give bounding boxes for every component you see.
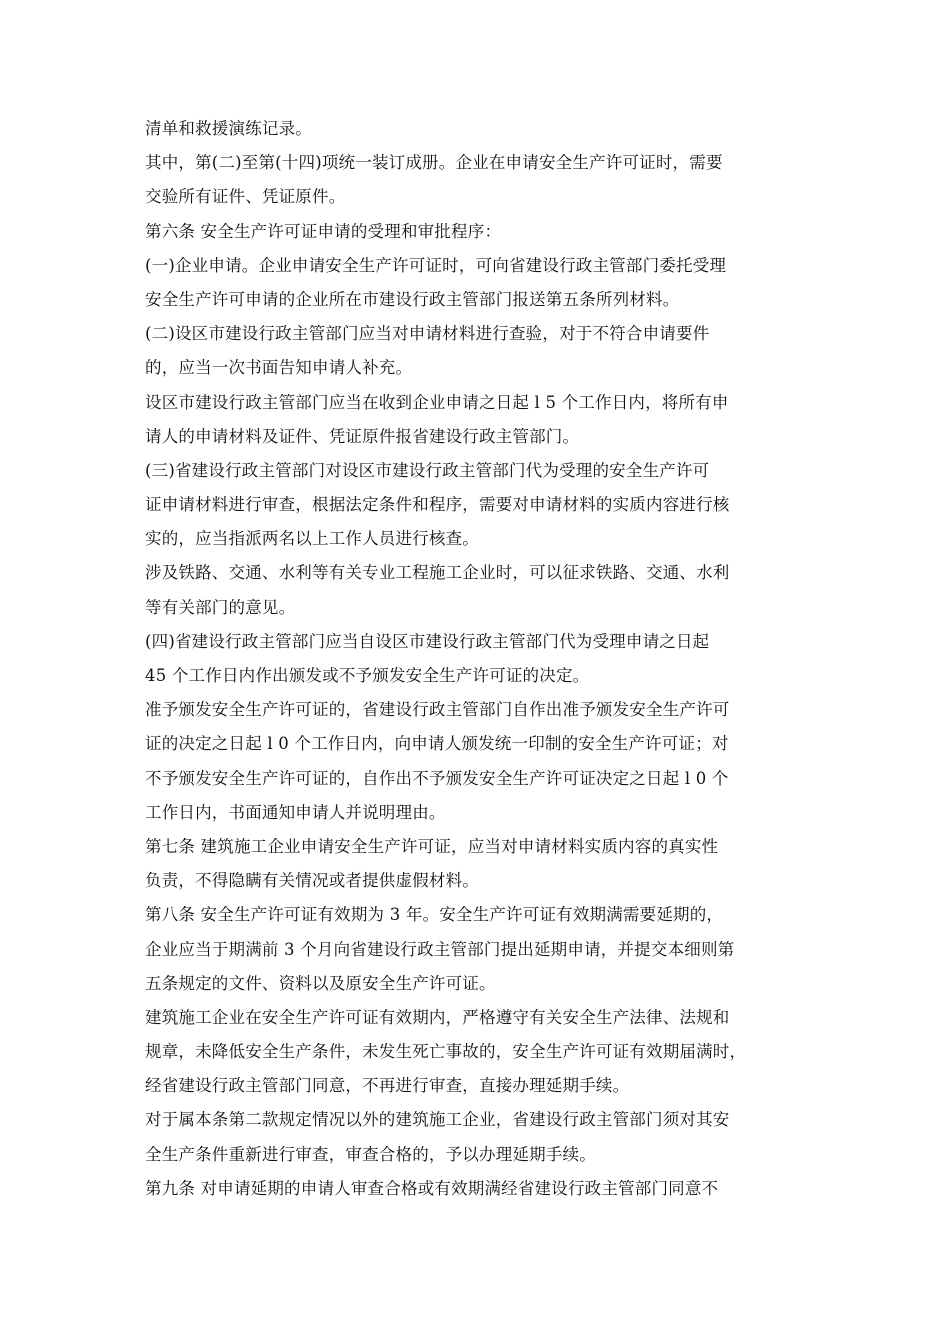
text-line: 清单和救援演练记录。 [145,119,312,138]
article-heading-6: 第六条 安全生产许可证申请的受理和审批程序： [145,221,502,241]
text-line: 等有关部门的意见。 [145,597,296,617]
text-line: 企业应当于期满前 3 个月向省建设行政主管部门提出延期申请，并提交本细则第 [145,939,735,959]
text-line: 请人的申请材料及证件、凭证原件报省建设行政主管部门。 [145,426,580,446]
text-line: 全生产条件重新进行审查，审查合格的，予以办理延期手续。 [145,1144,596,1164]
text-line: 不予颁发安全生产许可证的，自作出不予颁发安全生产许可证决定之日起 l 0 个 [145,768,729,788]
text-line: 工作日内，书面通知申请人并说明理由。 [145,802,446,822]
text-line: 安全生产许可申请的企业所在市建设行政主管部门报送第五条所列材料。 [145,289,680,309]
article-heading-7: 第七条 建筑施工企业申请安全生产许可证，应当对申请材料实质内容的真实性 [145,836,719,856]
text-line: 规章，未降低安全生产条件，未发生死亡事故的，安全生产许可证有效期届满时， [145,1042,747,1062]
text-line: 的，应当一次书面告知申请人补充。 [145,358,413,378]
document-body [145,112,810,1206]
text-line: 证的决定之日起 l 0 个工作日内，向申请人颁发统一印制的安全生产许可证；对 [145,734,729,754]
text-line: 对于属本条第二款规定情况以外的建筑施工企业，省建设行政主管部门须对其安 [145,1110,730,1130]
text-line: 涉及铁路、交通、水利等有关专业工程施工企业时，可以征求铁路、交通、水利 [145,563,730,583]
text-line: (一)企业申请。企业申请安全生产许可证时，可向省建设行政主管部门委托受理 [145,255,727,275]
text-line: (四)省建设行政主管部门应当自设区市建设行政主管部门代为受理申请之日起 [145,631,710,651]
article-heading-8: 第八条 安全生产许可证有效期为 3 年。安全生产许可证有效期满需要延期的， [145,905,724,925]
text-line: 45 个工作日内作出颁发或不予颁发安全生产许可证的决定。 [145,666,590,685]
text-line: 准予颁发安全生产许可证的，省建设行政主管部门自作出准予颁发安全生产许可 [145,700,730,720]
text-line: (三)省建设行政主管部门对设区市建设行政主管部门代为受理的安全生产许可 [145,460,710,480]
text-line: 其中，第(二)至第(十四)项统一装订成册。企业在申请安全生产许可证时，需要 [145,153,723,173]
text-line: 负责，不得隐瞒有关情况或者提供虚假材料。 [145,871,479,891]
text-line: 五条规定的文件、资料以及原安全生产许可证。 [145,973,496,993]
text-line: (二)设区市建设行政主管部门应当对申请材料进行查验，对于不符合申请要件 [145,324,710,344]
text-line: 证申请材料进行审查，根据法定条件和程序，需要对申请材料的实质内容进行核 [145,495,730,515]
text-line: 实的，应当指派两名以上工作人员进行核查。 [145,529,479,549]
article-heading-9: 第九条 对申请延期的申请人审查合格或有效期满经省建设行政主管部门同意不 [145,1178,719,1198]
text-line: 交验所有证件、凭证原件。 [145,187,346,207]
text-line: 经省建设行政主管部门同意，不再进行审查，直接办理延期手续。 [145,1076,630,1096]
text-line: 建筑施工企业在安全生产许可证有效期内，严格遵守有关安全生产法律、法规和 [145,1007,730,1027]
text-line: 设区市建设行政主管部门应当在收到企业申请之日起 l 5 个工作日内，将所有申 [145,392,729,412]
